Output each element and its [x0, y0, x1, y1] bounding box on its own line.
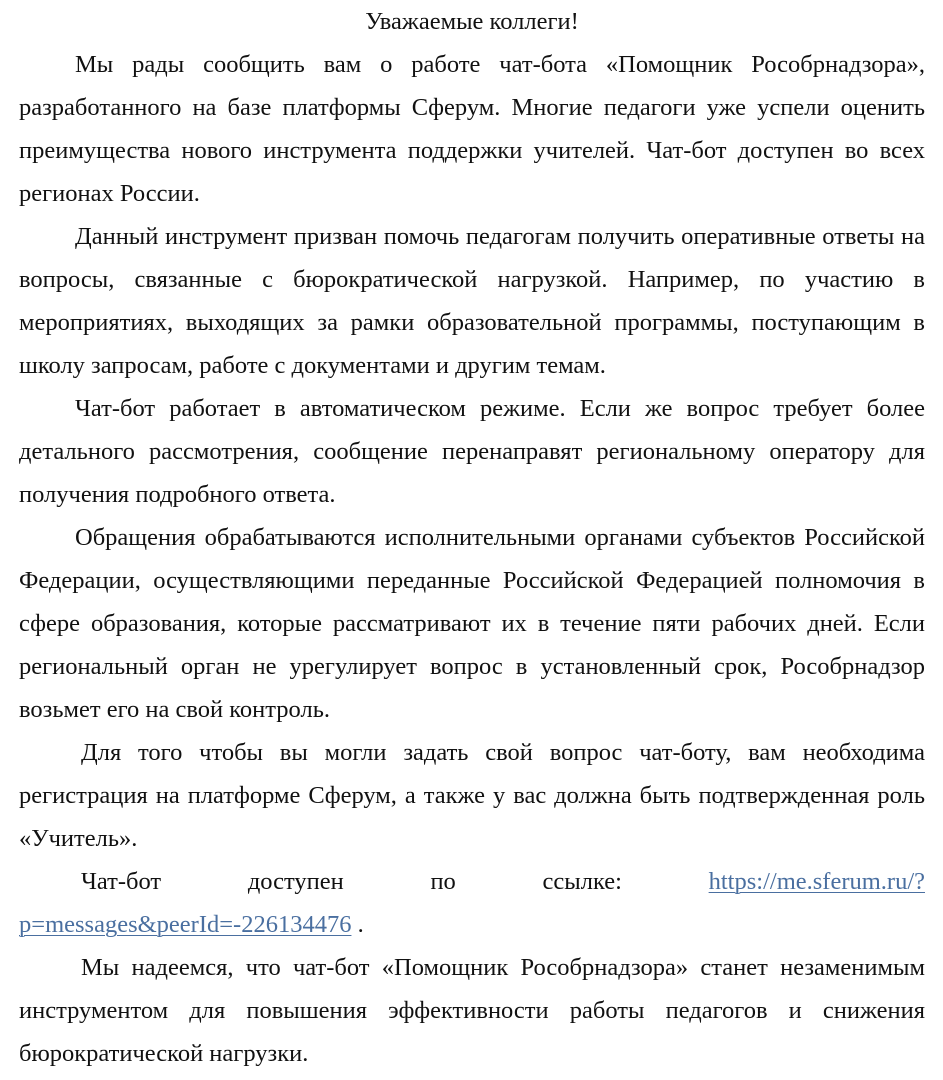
document-page — [19, 0, 925, 1075]
paragraph-processing: Обращения обрабатываются исполнительными органами субъектов Российской Федерации, осуществляющими переданные Российской Федерацией полномочия в сфере образования, которые рассматривают их в течение пяти рабочих дней. Если региональный орган не урегулирует вопрос в установленный срок, Рособрнадзор возьмет его на свой контроль. — [19, 524, 925, 723]
link-suffix-text: . — [351, 911, 364, 938]
link-prefix-text: Чат-бот доступен по ссылке: — [81, 868, 709, 895]
chatbot-link[interactable]: https://me.sferum.ru/?p=messages&peerId=-226134476 — [19, 868, 925, 938]
greeting-heading: Уважаемые коллеги! — [365, 8, 579, 35]
paragraph-link — [19, 860, 925, 946]
paragraph-automatic-mode: Чат-бот работает в автоматическом режиме. Если же вопрос требует более детального рассмотрения, сообщение перенаправят региональному оператору для получения подробного ответа. — [19, 395, 925, 508]
paragraph-chatbot-intro: Мы рады сообщить вам о работе чат-бота «Помощник Рособрнадзора», разработанного на базе платформы Сферум. Многие педагоги уже успели оценить преимущества нового инструмента поддержки учителей. Чат-бот доступен во всех регионах России. — [19, 51, 925, 207]
paragraph-purpose: Данный инструмент призван помочь педагогам получить оперативные ответы на вопросы, связанные с бюрократической нагрузкой. Например, по участию в мероприятиях, выходящих за рамки образовательной программы, поступающим в школу запросам, работе с документами и другим темам. — [19, 223, 925, 379]
paragraph-registration: Для того чтобы вы могли задать свой вопрос чат-боту, вам необходима регистрация на платформе Сферум, а также у вас должна быть подтвержденная роль «Учитель». — [19, 739, 925, 852]
paragraph-closing: Мы надеемся, что чат-бот «Помощник Рособрнадзора» станет незаменимым инструментом для повышения эффективности работы педагогов и снижения бюрократической нагрузки. — [19, 954, 925, 1067]
